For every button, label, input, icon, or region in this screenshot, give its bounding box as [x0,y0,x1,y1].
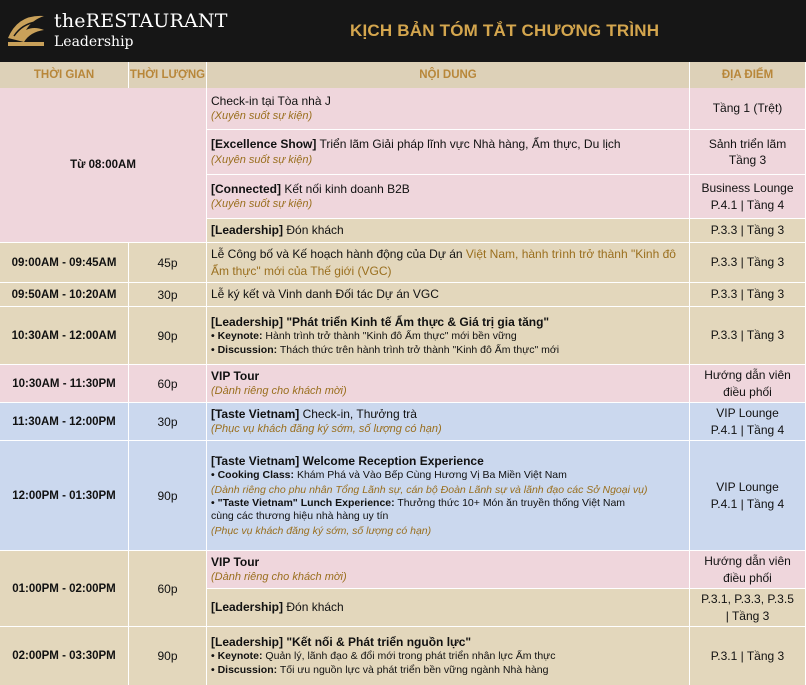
row-duration: 60p [129,551,207,627]
row-time: 02:00PM - 03:30PM [0,627,129,685]
lunch-text: Thưởng thức 10+ Món ăn truyền thống Việt Nam [394,496,626,509]
item-note: (Dành riêng cho phu nhân Tổng Lãnh sự, cán bộ Đoàn Lãnh sự và lãnh đạo các Sở Ngoại vụ) [211,483,648,496]
schedule-item [207,441,690,551]
item-tag: [Leadership] [211,600,284,615]
item-note: (Xuyên suốt sự kiện) [211,153,313,166]
row-time: 09:50AM - 10:20AM [0,283,129,307]
location-text: VIP Lounge [716,406,779,421]
row-time: 09:00AM - 09:45AM [0,243,129,283]
item-text: Đón khách [283,600,344,615]
location-text: điều phối [723,384,772,399]
schedule-item [207,307,690,365]
location-text: P.3.3 | Tầng 3 [710,287,785,302]
keynote-text: Quản lý, lãnh đạo & đổi mới trong phát triển nhân lực Ẩm thực [262,650,556,663]
location-text: P.3.3 | Tầng 3 [710,255,785,270]
location-text: P.4.1 | Tầng 4 [710,197,785,212]
row-duration: 90p [129,441,207,551]
discussion-text: Tối ưu nguồn lực và phát triển bền vững ngành Nhà hàng [277,664,549,677]
item-note: (Phục vụ khách đăng ký sớm, số lượng có hạn) [211,525,432,538]
item-note: (Xuyên suốt sự kiện) [211,110,313,123]
row-time: Từ 08:00AM [0,88,207,243]
schedule-item [207,403,690,441]
item-location [690,589,806,627]
schedule-item [207,589,690,627]
item-text: Lễ ký kết và Vinh danh Đối tác Dự án VGC [211,287,439,302]
item-title: [Taste Vietnam] Welcome Reception Experience [211,453,484,468]
location-text: P.3.3 | Tầng 3 [710,328,785,343]
discussion-label: • Discussion: [211,343,278,356]
col-header-duration: THỜI LƯỢNG [129,62,207,88]
cooking-class-label: • Cooking Class: [211,468,295,481]
row-duration: 45p [129,243,207,283]
cooking-class-text: Khám Phá và Vào Bếp Cùng Hương Vị Ba Miền Việt Nam [294,468,567,481]
location-text: điều phối [723,570,772,585]
row-duration: 90p [129,307,207,365]
item-location [690,307,806,365]
item-location [690,403,806,441]
schedule-item [207,219,690,243]
page-title: KỊCH BẢN TÓM TẮT CHƯƠNG TRÌNH [350,21,660,40]
item-title: [Leadership] "Phát triển Kinh tế Ẩm thực & Giá trị gia tăng" [211,314,550,329]
lunch-label: • "Taste Vietnam" Lunch Experience: [211,496,395,509]
schedule-item [207,365,690,403]
schedule-item [207,88,690,130]
restaurant-logo-icon [4,8,48,52]
item-location [690,130,806,175]
col-header-content: NỘI DUNG [207,62,690,88]
location-text: | Tầng 3 [725,608,770,623]
row-time: 12:00PM - 01:30PM [0,441,129,551]
location-text: Sảnh triển lãm [708,136,787,151]
location-text: P.3.3 | Tầng 3 [710,223,785,238]
item-location [690,627,806,685]
brand-name: theRESTAURANT [54,10,228,32]
item-text: Lễ Công bố và Kế hoạch hành động của Dự án [211,247,466,262]
item-note: (Dành riêng cho khách mời) [211,385,347,398]
brand-subtitle: Leadership [54,34,134,50]
item-tag: [Connected] [211,181,281,196]
discussion-label: • Discussion: [211,664,278,677]
schedule-item [207,130,690,175]
row-duration: 30p [129,283,207,307]
item-location [690,551,806,589]
item-title: VIP Tour [211,368,260,383]
item-tag: [Excellence Show] [211,137,317,152]
item-location [690,175,806,219]
location-text: Tầng 1 (Trệt) [712,101,783,116]
item-text: Kết nối kinh doanh B2B [281,181,410,196]
row-duration: 90p [129,627,207,685]
row-time: 10:30AM - 12:00AM [0,307,129,365]
page-header [0,0,806,62]
schedule-item [207,243,690,283]
location-text: P.4.1 | Tầng 4 [710,422,785,437]
schedule-item [207,627,690,685]
location-text: Hướng dẫn viên [704,368,791,383]
location-text: VIP Lounge [716,480,779,495]
item-title: VIP Tour [211,554,260,569]
keynote-label: • Keynote: [211,329,263,342]
discussion-text: Thách thức trên hành trình trở thành "Kinh đô Ẩm thực" mới [277,343,560,356]
item-tag: [Leadership] [211,223,284,238]
col-header-location: ĐỊA ĐIỂM [690,62,806,88]
row-duration: 30p [129,403,207,441]
item-location [690,219,806,243]
item-location [690,441,806,551]
item-title: [Leadership] "Kết nối & Phát triển nguồn lực" [211,635,472,650]
location-text: P.3.1, P.3.3, P.3.5 [701,592,794,607]
schedule-item [207,551,690,589]
location-text: P.3.1 | Tầng 3 [710,648,785,663]
item-title: Check-in tại Tòa nhà J [211,93,331,108]
location-text: Hướng dẫn viên [704,554,791,569]
schedule-item [207,175,690,219]
schedule-item [207,283,690,307]
item-tag: [Taste Vietnam] [211,406,300,421]
keynote-text: Hành trình trở thành "Kinh đô Ẩm thực" mới bền vững [262,329,517,342]
location-text: Tầng 3 [728,153,767,167]
keynote-label: • Keynote: [211,650,263,663]
item-highlight: Việt Nam, hành trình trở thành "Kinh đô Ẩm thực" mới của Thế giới (VGC) [211,247,676,278]
item-location [690,283,806,307]
item-location [690,88,806,130]
col-header-time: THỜI GIAN [0,62,129,88]
item-note: (Dành riêng cho khách mời) [211,571,347,584]
item-note: (Phục vụ khách đăng ký sớm, số lượng có hạn) [211,423,442,436]
row-time: 10:30AM - 11:30PM [0,365,129,403]
item-location [690,243,806,283]
location-text: Business Lounge [701,181,794,196]
row-duration: 60p [129,365,207,403]
lunch-text-cont: cùng các thương hiệu nhà hàng uy tín [211,510,389,523]
location-text: P.4.1 | Tầng 4 [710,496,785,511]
item-text: Đón khách [283,223,344,238]
item-text: Triển lãm Giải pháp lĩnh vực Nhà hàng, Ẩm thực, Du lịch [316,137,621,152]
item-note: (Xuyên suốt sự kiện) [211,198,313,211]
item-text: Check-in, Thưởng trà [299,406,417,421]
item-location [690,365,806,403]
row-time: 11:30AM - 12:00PM [0,403,129,441]
row-time: 01:00PM - 02:00PM [0,551,129,627]
